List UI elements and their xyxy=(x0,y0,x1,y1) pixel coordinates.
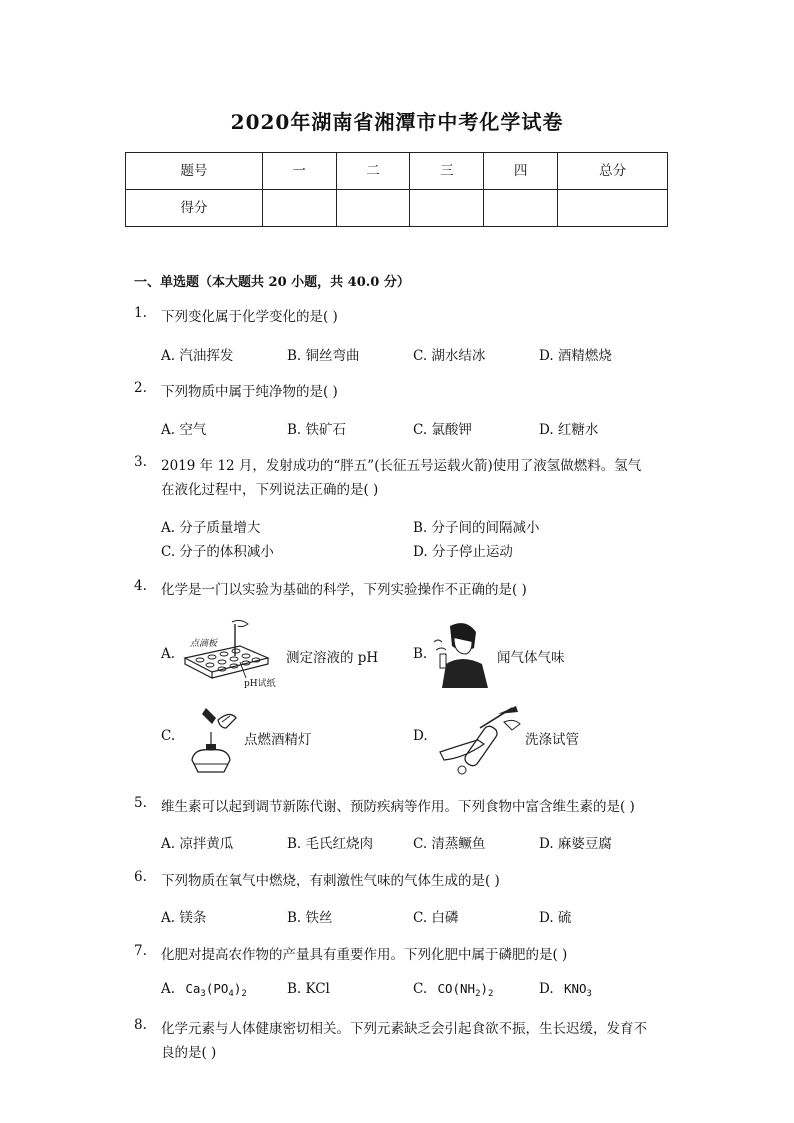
figure-label-d: 洗涤试管 xyxy=(525,732,579,748)
figure-label-a: 测定溶液的 pH xyxy=(286,650,379,666)
option-a: A. xyxy=(161,646,176,662)
formula-urea: $CO(NH_2)_2$ xyxy=(437,981,494,999)
option-c: C. 清蒸鳜鱼 xyxy=(413,836,486,852)
question-text: 下列物质中属于纯净物的是( ) xyxy=(161,384,338,400)
table-row xyxy=(126,153,668,190)
option-d: D. 麻婆豆腐 xyxy=(539,836,612,852)
table-cell xyxy=(484,190,558,227)
figure-text-ph-paper: pH试纸 xyxy=(244,679,276,689)
question-text: 化肥对提高农作物的产量具有重要作用。下列化肥中属于磷肥的是( ) xyxy=(161,947,568,963)
option-b: B. 铜丝弯曲 xyxy=(287,348,360,364)
option-b: B. 分子间的间隔减小 xyxy=(413,520,540,536)
option-d: D. xyxy=(413,728,428,744)
question-2 xyxy=(134,380,674,404)
question-number: 2. xyxy=(134,380,147,396)
question-text-line: 在液化过程中，下列说法正确的是( ) xyxy=(161,482,379,498)
option-c: C. xyxy=(161,728,176,744)
section-heading: 一、单选题（本大题共 20 小题，共 40.0 分） xyxy=(134,275,410,290)
option-b: B. KCl xyxy=(287,981,330,997)
figure-label-b: 闻气体气味 xyxy=(497,650,565,666)
option-a: A. $Ca_3(PO_4)_2$ xyxy=(161,981,247,999)
question-number: 3. xyxy=(134,454,147,470)
option-d: D. 分子停止运动 xyxy=(413,544,513,560)
question-3 xyxy=(134,454,674,502)
question-1 xyxy=(134,305,674,329)
test-tube-washing-illustration xyxy=(434,704,524,776)
table-cell xyxy=(410,190,484,227)
table-cell xyxy=(558,190,668,227)
question-text-line: 2019 年 12 月，发射成功的“胖五”(长征五号运载火箭)使用了液氢做燃料。氢气 xyxy=(161,458,642,474)
option-a: A. 分子质量增大 xyxy=(161,520,261,536)
option-c: C. 白磷 xyxy=(413,910,459,926)
option-d: D. 红糖水 xyxy=(539,422,599,438)
formula-calcium-phosphate: $Ca_3(PO_4)_2$ xyxy=(185,981,247,999)
option-a: A. 汽油挥发 xyxy=(161,348,234,364)
option-b: B. 铁丝 xyxy=(287,910,333,926)
question-number: 8. xyxy=(134,1017,147,1033)
option-d: D. $KNO_3$ xyxy=(539,981,592,999)
option-b: B. 铁矿石 xyxy=(287,422,347,438)
table-cell: 三 xyxy=(410,153,484,190)
alcohol-lamp-illustration xyxy=(180,704,240,776)
table-cell xyxy=(336,190,410,227)
option-b: B. 毛氏红烧肉 xyxy=(287,836,374,852)
option-c: C. 湖水结冰 xyxy=(413,348,486,364)
question-number: 6. xyxy=(134,869,147,885)
table-cell: 四 xyxy=(484,153,558,190)
table-cell: 总分 xyxy=(558,153,668,190)
question-4 xyxy=(134,578,674,602)
option-a: A. 镁条 xyxy=(161,910,207,926)
question-8 xyxy=(134,1017,674,1065)
option-d: D. 硫 xyxy=(539,910,572,926)
option-c: C. 分子的体积减小 xyxy=(161,544,274,560)
option-d: D. 酒精燃烧 xyxy=(539,348,612,364)
option-a: A. 凉拌黄瓜 xyxy=(161,836,234,852)
question-5 xyxy=(134,795,674,819)
question-6 xyxy=(134,869,674,893)
table-cell xyxy=(262,190,336,227)
table-cell: 得分 xyxy=(126,190,263,227)
question-number: 4. xyxy=(134,578,147,594)
option-c: C. $CO(NH_2)_2$ xyxy=(413,981,494,999)
figure-text-spot-plate: 点滴板 xyxy=(190,639,218,649)
question-number: 1. xyxy=(134,305,147,321)
question-text: 维生素可以起到调节新陈代谢、预防疾病等作用。下列食物中富含维生素的是( ) xyxy=(161,799,635,815)
option-a: A. 空气 xyxy=(161,422,207,438)
question-7 xyxy=(134,943,674,967)
question-text-line: 化学元素与人体健康密切相关。下列元素缺乏会引起食欲不振，生长迟缓，发育不 xyxy=(161,1021,647,1037)
table-row xyxy=(126,190,668,227)
table-cell: 二 xyxy=(336,153,410,190)
question-number: 7. xyxy=(134,943,147,959)
page-title: 2020年湖南省湘潭市中考化学试卷 xyxy=(230,110,564,134)
figure-label-c: 点燃酒精灯 xyxy=(244,732,312,748)
table-cell: 一 xyxy=(262,153,336,190)
formula-potassium-nitrate: $KNO_3$ xyxy=(563,981,592,999)
question-text: 下列物质在氧气中燃烧，有刺激性气味的气体生成的是( ) xyxy=(161,873,500,889)
question-text-line: 良的是( ) xyxy=(161,1045,217,1061)
option-c: C. 氯酸钾 xyxy=(413,422,472,438)
score-table xyxy=(125,152,668,227)
option-b: B. xyxy=(413,646,428,662)
person-smelling-illustration xyxy=(432,620,494,690)
question-text: 下列变化属于化学变化的是( ) xyxy=(161,309,338,325)
question-number: 5. xyxy=(134,795,147,811)
question-text: 化学是一门以实验为基础的科学，下列实验操作不正确的是( ) xyxy=(161,582,527,598)
table-cell: 题号 xyxy=(126,153,263,190)
